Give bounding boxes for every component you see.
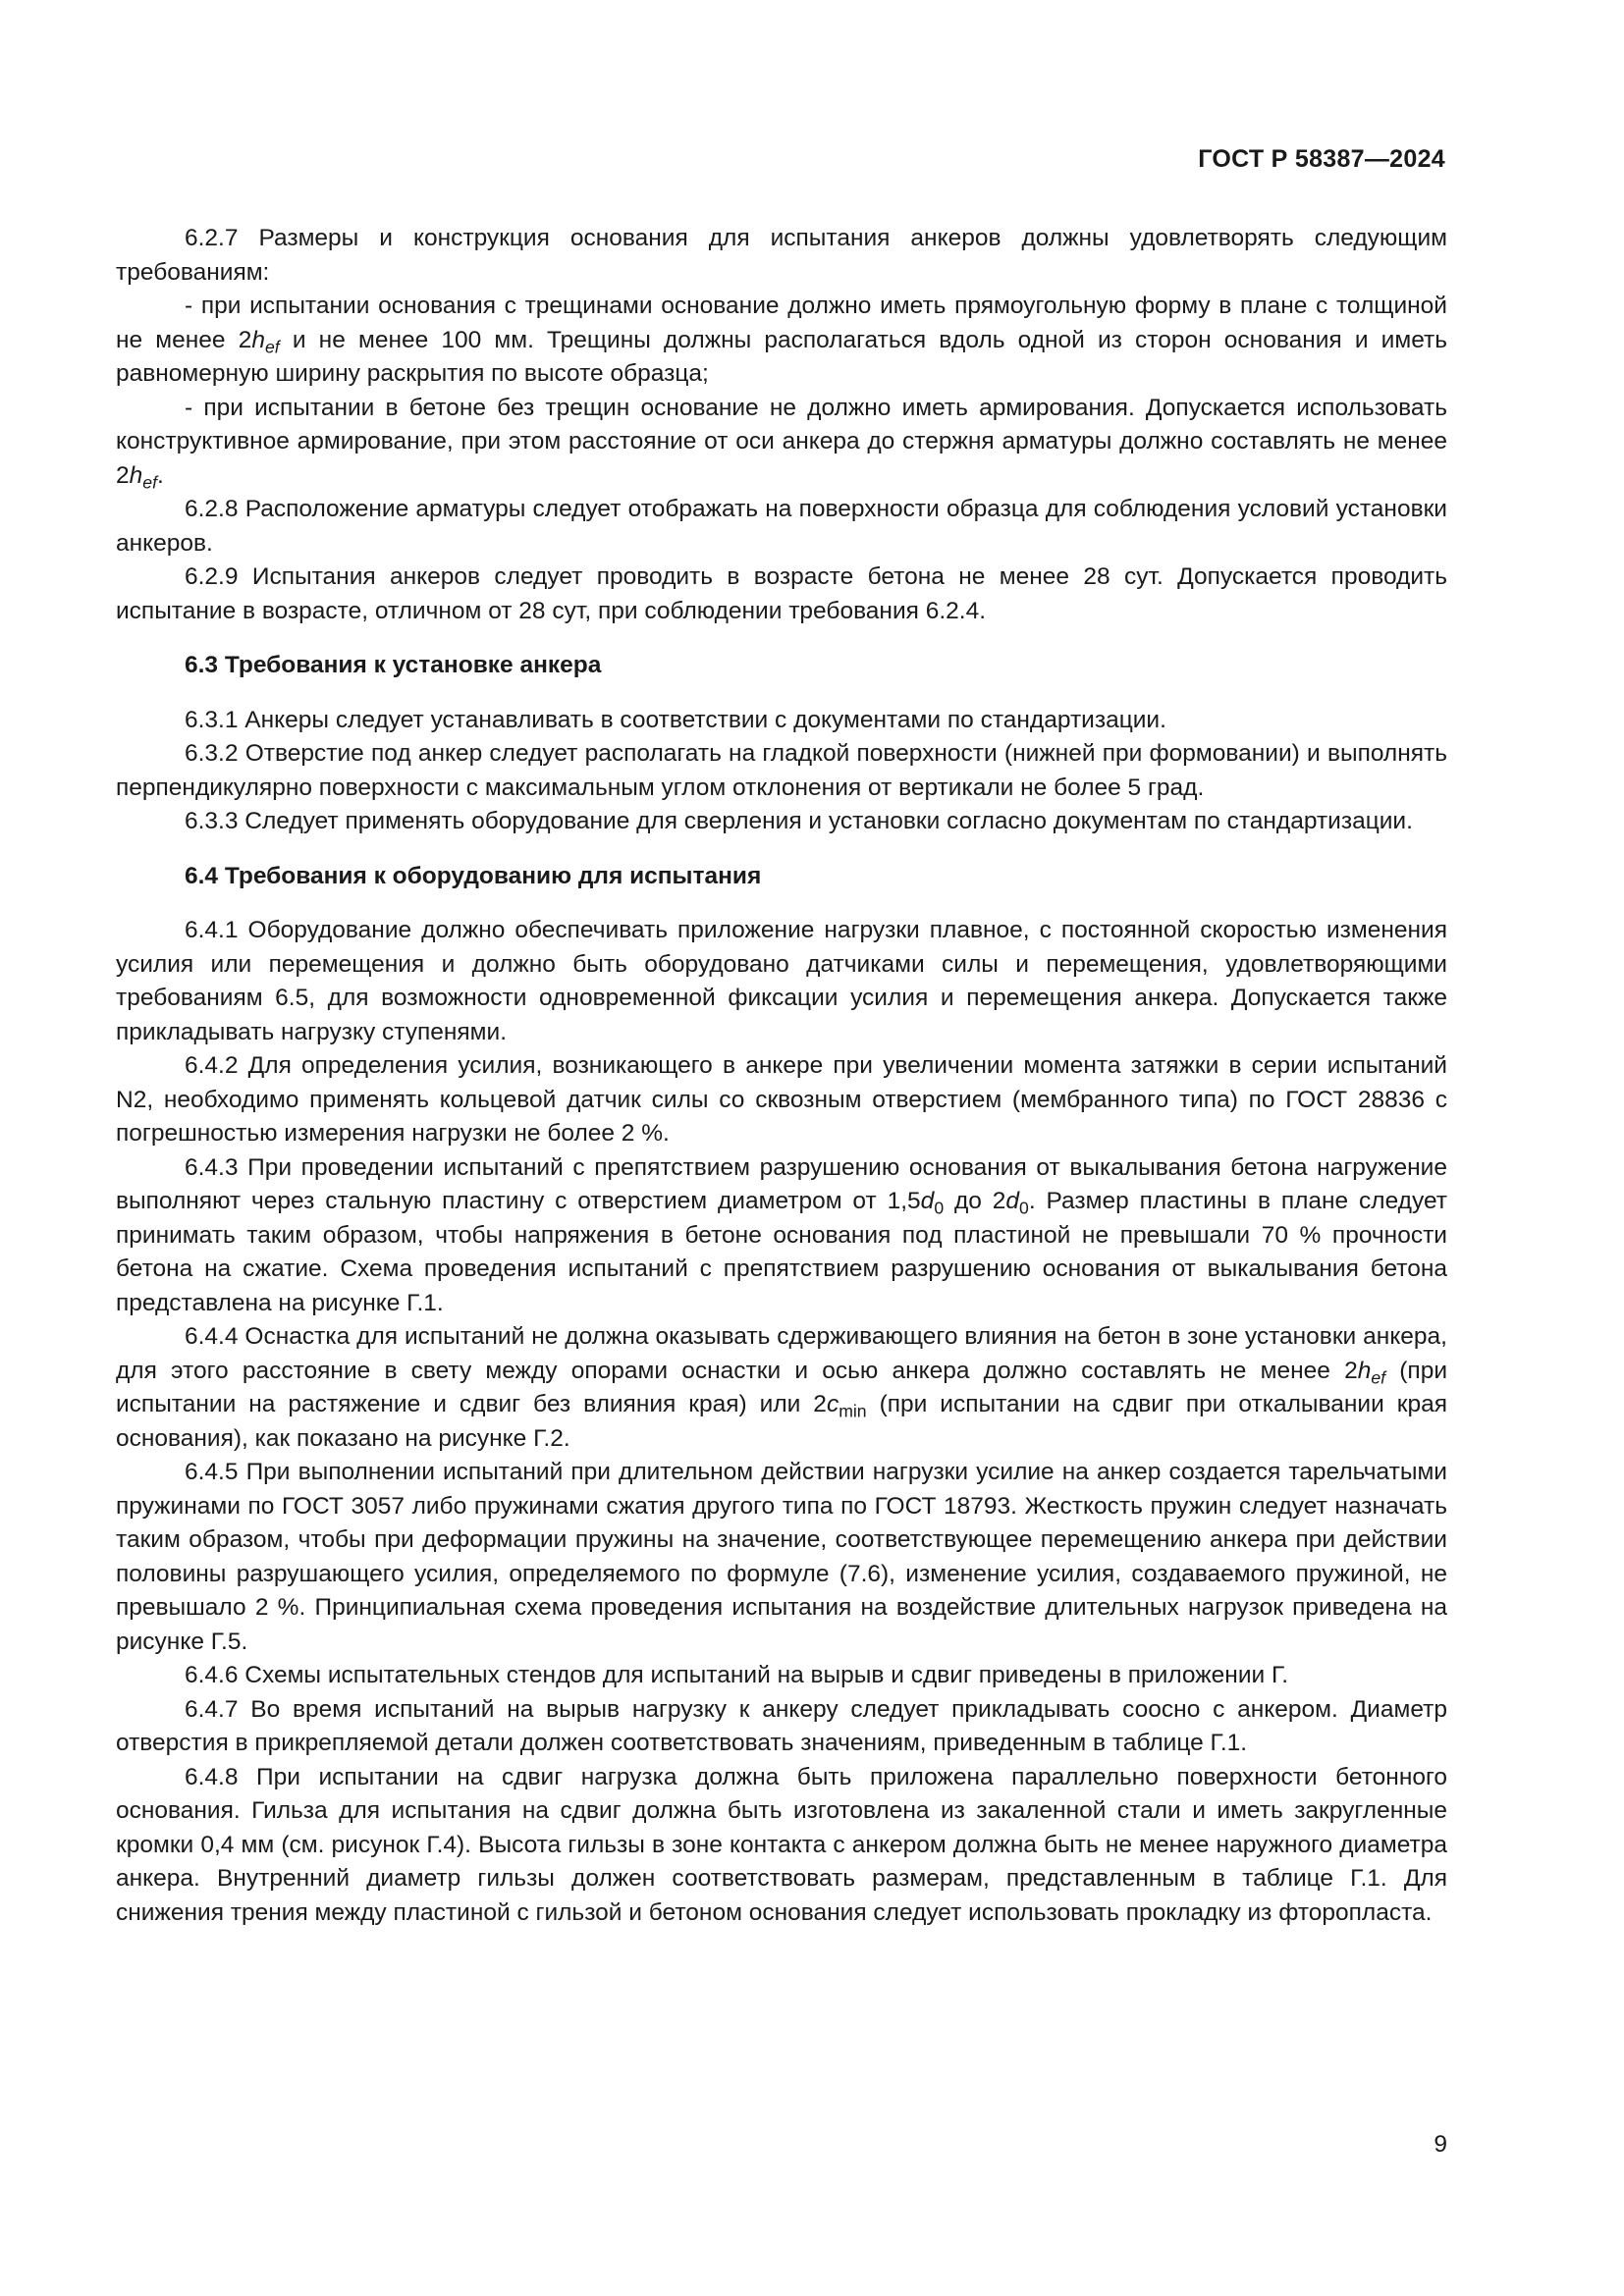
paragraph-6-4-5: 6.4.5 При выполнении испытаний при длительном действии нагрузки усилие на анкер создается тарельчатыми пружинами по ГОСТ 3057 либо пружинами сжатия другого типа по ГОСТ 18793. Жесткость пружин следует назначать таким образом, чтобы при деформации пружины на значение, соответствующее перемещению анкера при действии половины разрушающего усилия, определяемого по формуле (7.6), изменение усилия, создаваемого пружиной, не превышало 2 %. Принципиальная схема проведения испытания на воздействие длительных нагрузок приведена на рисунке Г.5. [116, 1459, 1447, 1655]
paragraph-6-2-7: 6.2.7 Размеры и конструкция основания для испытания анкеров должны удовлетворять следующим требованиям: [116, 225, 1447, 286]
paragraph-6-4-6: 6.4.6 Схемы испытательных стендов для испытаний на вырыв и сдвиг приведены в приложении Г. [185, 1662, 1289, 1688]
page-number: 9 [1434, 2131, 1447, 2158]
paragraph-6-3-1: 6.3.1 Анкеры следует устанавливать в соответствии с документами по стандартизации. [185, 706, 1166, 733]
paragraph-6-4-8: 6.4.8 При испытании на сдвиг нагрузка должна быть приложена параллельно поверхности бетонного основания. Гильза для испытания на сдвиг должна быть изготовлена из закаленной стали и иметь закругленные кромки 0,4 мм (см. рисунок Г.4). Высота гильзы в зоне контакта с анкером должна быть не менее наружного диаметра анкера. Внутренний диаметр гильзы должен соответствовать размерам, представленным в таблице Г.1. Для снижения трения между пластиной с гильзой и бетоном основания следует использовать прокладку из фторопласта. [116, 1763, 1447, 1926]
paragraph-6-4-4: 6.4.4 Оснастка для испытаний не должна оказывать сдерживающего влияния на бетон в зоне установки анкера, для этого расстояние в свету между опорами оснастки и осью анкера должно составлять не менее $2h_{ef}$ (при испытании на растяжение и сдвиг без влияния края) или $2c_{min}$ (при испытании на сдвиг при откалывании края основания), как показано на рисунке Г.2. [116, 1323, 1447, 1452]
paragraph-6-4-1: 6.4.1 Оборудование должно обеспечивать приложение нагрузки плавное, с постоянной скоростью изменения усилия или перемещения и должно быть оборудовано датчиками силы и перемещения, удовлетворяющими требованиям 6.5, для возможности одновременной фиксации усилия и перемещения анкера. Допускается также прикладывать нагрузку ступенями. [116, 917, 1447, 1045]
paragraph-6-3-2: 6.3.2 Отверстие под анкер следует располагать на гладкой поверхности (нижней при формовании) и выполнять перпендикулярно поверхности с максимальным углом отклонения от вертикали не более 5 град. [116, 740, 1447, 801]
paragraph-6-4-3: 6.4.3 При проведении испытаний с препятствием разрушению основания от выкалывания бетона нагружение выполняют через стальную пластину с отверстием диаметром от $1,5d_0$ до $2d_0$. Размер пластины в плане следует принимать таким образом, чтобы напряжения в бетоне основания под пластиной не превышали 70 % прочности бетона на сжатие. Схема проведения испытаний с препятствием разрушению основания от выкалывания бетона представлена на рисунке Г.1. [116, 1153, 1447, 1316]
paragraph-6-2-7-uncracked: - при испытании в бетоне без трещин основание не должно иметь армирования. Допускается использовать конструктивное армирование, при этом расстояние от оси анкера до стержня арматуры должно составлять не менее $2h_{ef}$. [116, 394, 1447, 492]
section-heading-6-3: 6.3 Требования к установке анкера [185, 652, 602, 678]
document-code: ГОСТ Р 58387—2024 [1198, 145, 1445, 173]
document-body [116, 222, 1447, 1930]
paragraph-6-2-7-cracked: - при испытании основания с трещинами основание должно иметь прямоугольную форму в плане с толщиной не менее $2h_{ef}$ и не менее 100 мм. Трещины должны располагаться вдоль одной из сторон основания и иметь равномерную ширину раскрытия по высоте образца; [116, 293, 1448, 387]
paragraph-6-4-7: 6.4.7 Во время испытаний на вырыв нагрузку к анкеру следует прикладывать соосно с анкером. Диаметр отверстия в прикрепляемой детали должен соответствовать значениям, приведенным в таблице Г.1. [116, 1695, 1447, 1756]
section-heading-6-4: 6.4 Требования к оборудованию для испытания [185, 862, 762, 889]
paragraph-6-3-3: 6.3.3 Следует применять оборудование для сверления и установки согласно документам по стандартизации. [185, 808, 1413, 834]
paragraph-6-2-8: 6.2.8 Расположение арматуры следует отображать на поверхности образца для соблюдения условий установки анкеров. [116, 496, 1447, 557]
paragraph-6-2-9: 6.2.9 Испытания анкеров следует проводить в возрасте бетона не менее 28 сут. Допускается проводить испытание в возрасте, отличном от 28 сут, при соблюдении требования 6.2.4. [116, 563, 1447, 624]
paragraph-6-4-2: 6.4.2 Для определения усилия, возникающего в анкере при увеличении момента затяжки в серии испытаний N2, необходимо применять кольцевой датчик силы со сквозным отверстием (мембранного типа) по ГОСТ 28836 с погрешностью измерения нагрузки не более 2 %. [116, 1052, 1447, 1147]
